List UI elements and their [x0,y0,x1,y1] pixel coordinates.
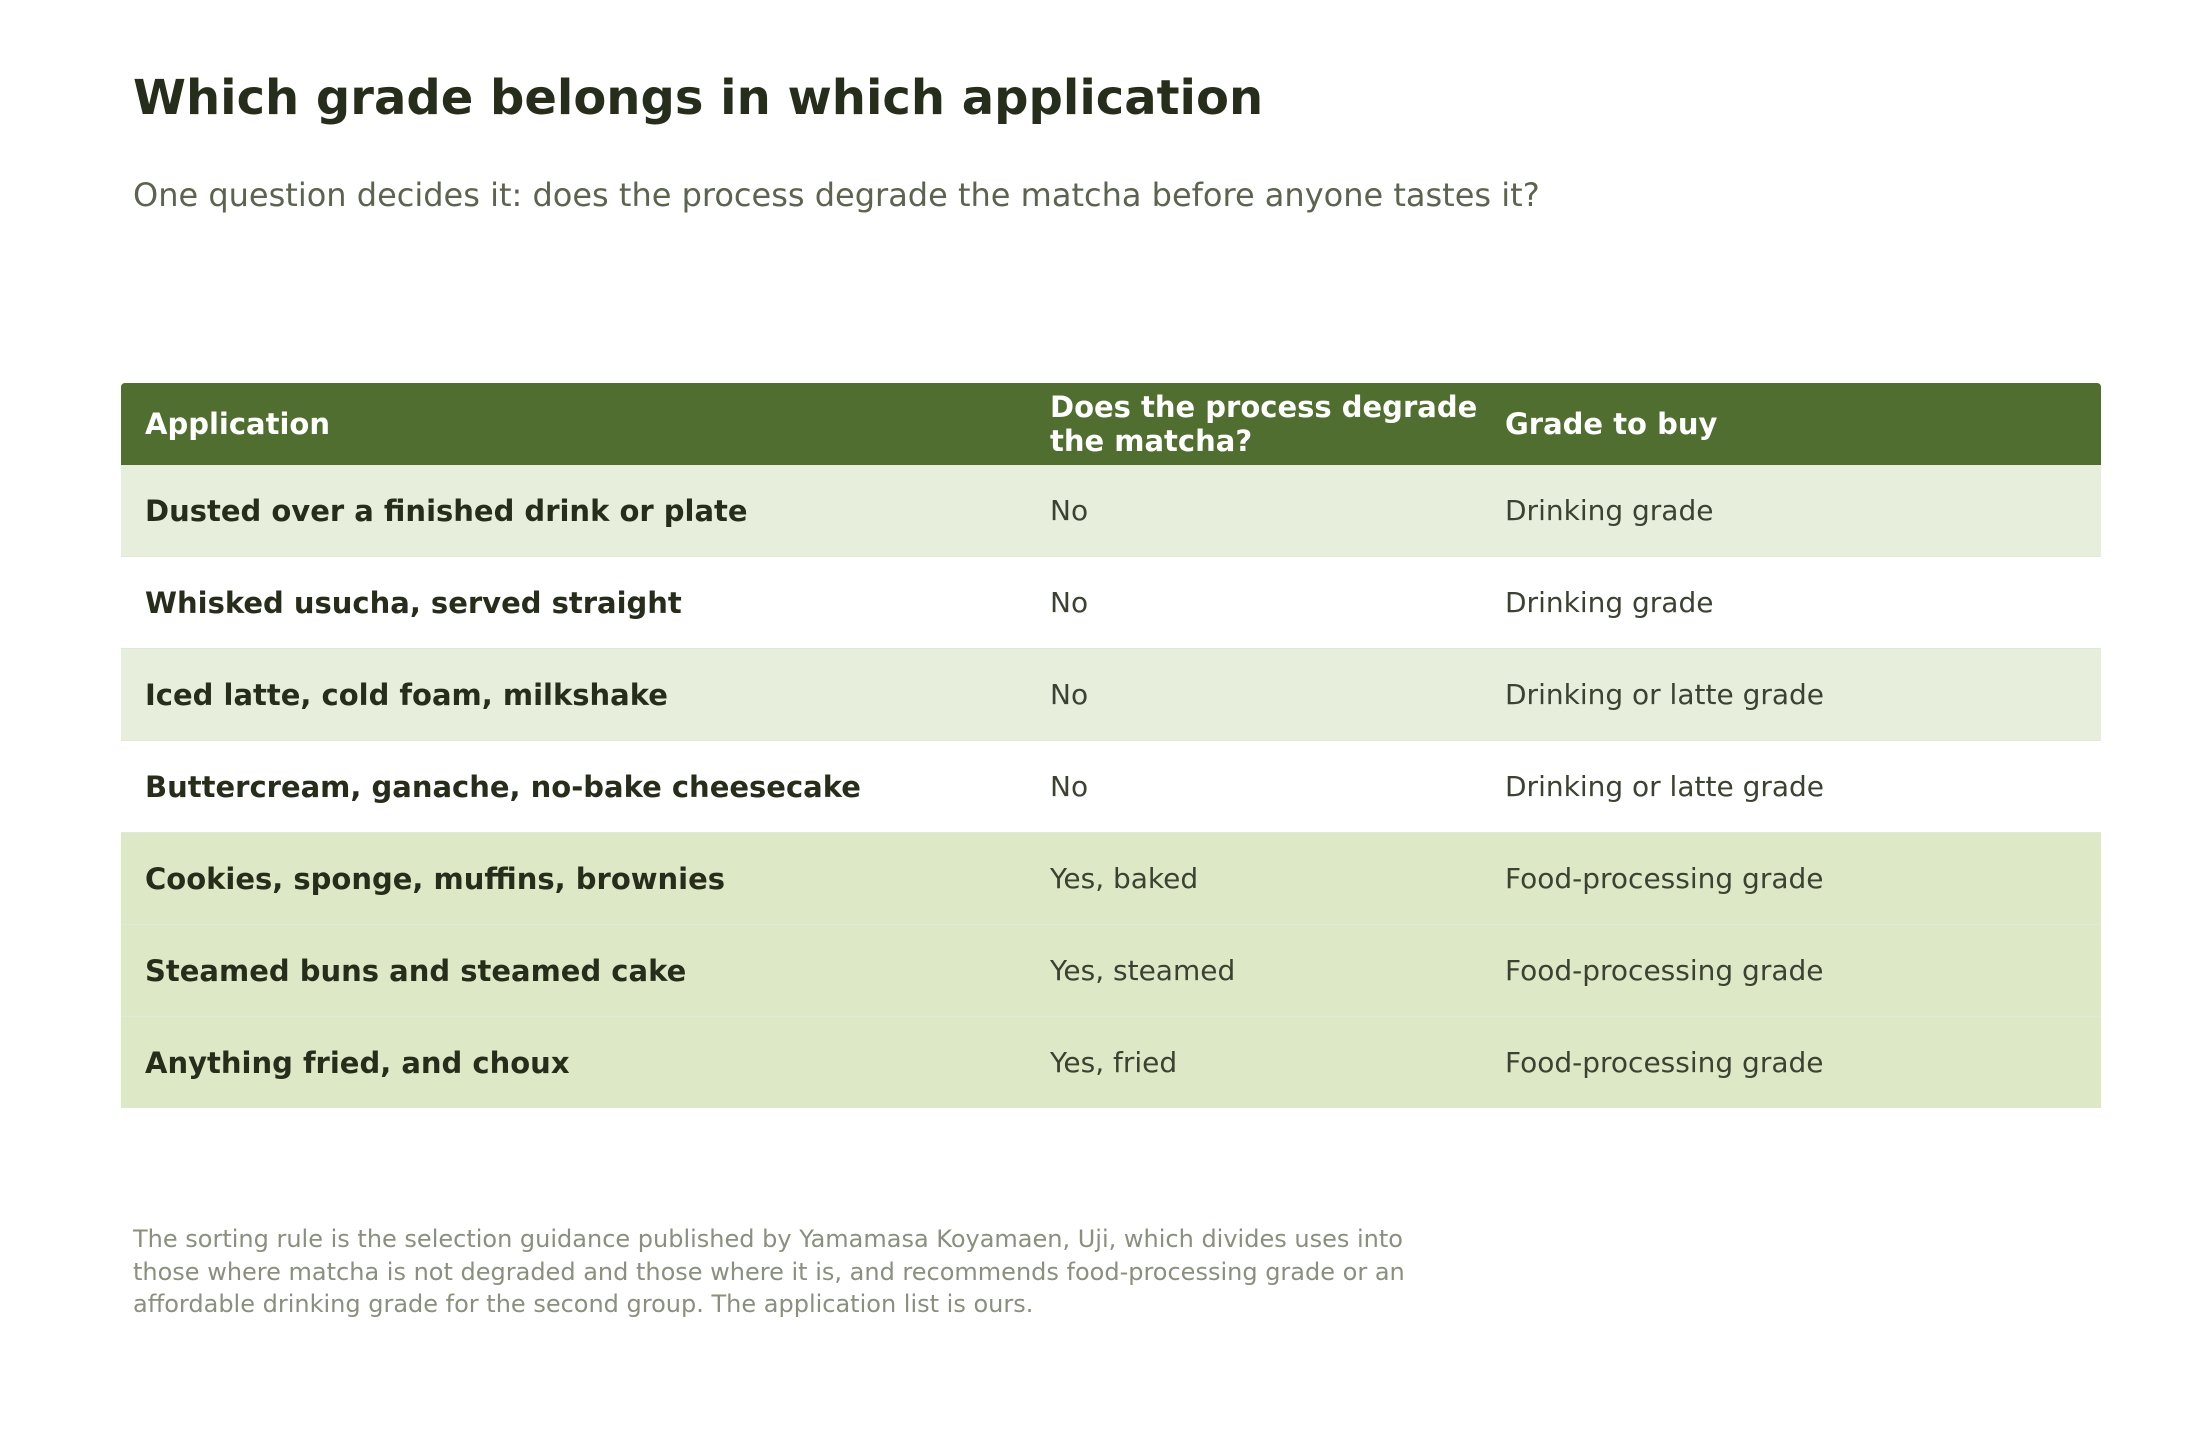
degrades-cell: No [1050,741,1505,833]
degrades-cell: No [1050,649,1505,741]
column-header-degrades: Does the process degrade the matcha? [1050,383,1505,465]
application-cell: Whisked usucha, served straight [121,557,1050,649]
grade-cell: Drinking or latte grade [1505,649,2101,741]
application-cell: Anything fried, and choux [121,1017,1050,1109]
column-header-grade: Grade to buy [1505,383,2101,465]
grade-cell: Drinking grade [1505,557,2101,649]
degrades-cell: No [1050,557,1505,649]
degrades-cell: No [1050,465,1505,557]
grade-cell: Drinking or latte grade [1505,741,2101,833]
degrades-cell: Yes, steamed [1050,925,1505,1017]
grade-cell: Drinking grade [1505,465,2101,557]
grade-cell: Food-processing grade [1505,833,2101,925]
grade-cell: Food-processing grade [1505,925,2101,1017]
table-header-row [121,383,2101,465]
grade-application-table [121,383,2101,1108]
source-footnote: The sorting rule is the selection guidance published by Yamamasa Koyamaen, Uji, which divides uses into those where matcha is not degraded and those where it is, and recommends food-processing grade or an affordable drinking grade for the second group. The application list is ours. [133,1225,1405,1318]
page-subtitle: One question decides it: does the process degrade the matcha before anyone tastes it? [133,176,1540,214]
application-cell: Cookies, sponge, muffins, brownies [121,833,1050,925]
application-cell: Dusted over a finished drink or plate [121,465,1050,557]
table-row [121,833,2101,925]
table-row [121,925,2101,1017]
application-cell: Steamed buns and steamed cake [121,925,1050,1017]
grade-cell: Food-processing grade [1505,1017,2101,1109]
column-header-application: Application [121,383,1050,465]
degrades-cell: Yes, baked [1050,833,1505,925]
degrades-cell: Yes, fried [1050,1017,1505,1109]
application-cell: Buttercream, ganache, no-bake cheesecake [121,741,1050,833]
table-row [121,465,2101,557]
table-row [121,649,2101,741]
table-row [121,557,2101,649]
table-row [121,741,2101,833]
table-row [121,1017,2101,1109]
page-title: Which grade belongs in which application [133,70,1264,126]
application-cell: Iced latte, cold foam, milkshake [121,649,1050,741]
